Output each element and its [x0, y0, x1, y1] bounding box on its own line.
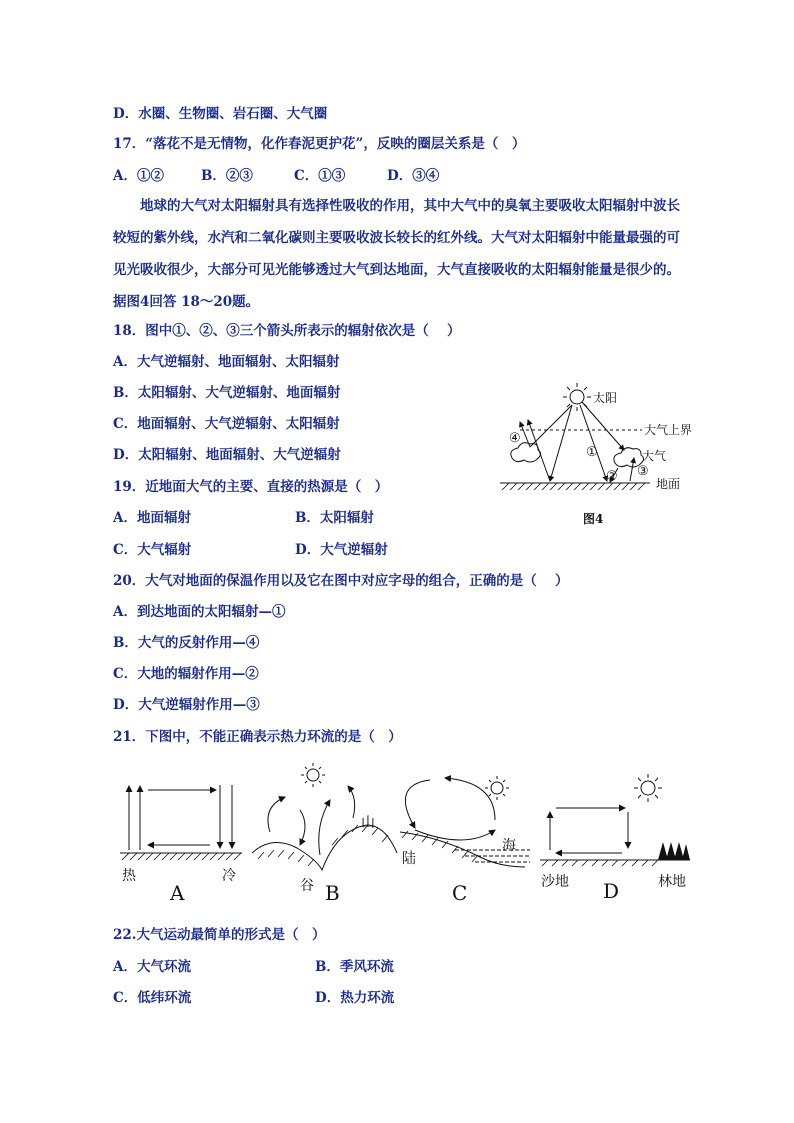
- figure-4-radiation-diagram: [490, 380, 710, 530]
- label-c: C: [452, 881, 468, 905]
- label-atmosphere-top: 大气上界: [644, 423, 693, 437]
- label-c-sea: 海: [502, 838, 516, 854]
- ground-reflection-arrow: [528, 420, 550, 481]
- ground-hatching: [502, 483, 645, 490]
- reading-passage: 地球的大气对太阳辐射具有选择性吸收的作用，其中大气中的臭氧主要吸收太阳辐射中波长较短的紫外线，水汽和二氧化碳则主要吸收波长较长的红外线。大气对太阳辐射中能量最强的可见光吸收很少，大部分可见光能够透过大气到达地面，大气直接吸收的太阳辐射能量是很少的。据图4回答 18～20题。: [113, 198, 680, 310]
- q18-option-d: D．太阳辐射、地面辐射、大气逆辐射: [113, 447, 341, 463]
- q19-option-d: D．大气逆辐射: [295, 542, 388, 558]
- q17-option-b: B．②③: [201, 168, 253, 184]
- q19-stem: 19．近地面大气的主要、直接的热源是（ ）: [113, 479, 389, 495]
- panel-a: [120, 785, 242, 860]
- sun-to-cloud-arrow: [582, 402, 624, 450]
- label-3: ③: [637, 464, 649, 479]
- q22-option-b: B．季风环流: [315, 959, 394, 975]
- tree-icons: [658, 842, 690, 860]
- label-b: B: [325, 881, 340, 905]
- label-b-valley: 谷: [300, 878, 314, 894]
- q20-option-b: B．大气的反射作用—④: [113, 635, 260, 651]
- label-d-forest: 林地: [658, 874, 686, 890]
- label-sun: 太阳: [593, 391, 618, 405]
- label-atmosphere: 大气: [642, 449, 667, 463]
- q22-option-a: A．大气环流: [113, 959, 191, 975]
- label-d-sand: 沙地: [541, 874, 569, 890]
- panel-b: [252, 763, 397, 870]
- q19-option-c: C．大气辐射: [113, 542, 192, 558]
- label-a-hot: 热: [122, 868, 136, 884]
- figure-4-caption: 图4: [583, 512, 604, 526]
- label-b-mountain: 山: [361, 815, 375, 831]
- q19-option-a: A．地面辐射: [113, 510, 191, 526]
- label-a-cold: 冷: [222, 868, 236, 884]
- label-c-land: 陆: [402, 851, 416, 867]
- label-4: ④: [509, 431, 521, 446]
- q20-option-d: D．大气逆辐射作用—③: [113, 697, 260, 713]
- q22-stem: 22.大气运动最简单的形式是（ ）: [113, 927, 326, 943]
- label-d: D: [603, 879, 620, 903]
- sun-icon: [301, 763, 325, 787]
- q17-option-c: C．①③: [294, 168, 346, 184]
- q17-option-d: D．③④: [387, 168, 440, 184]
- q18-option-b: B．太阳辐射、大气逆辐射、地面辐射: [113, 385, 341, 401]
- figure-21-thermal-circulation: [110, 760, 700, 910]
- q18-option-c: C．地面辐射、大气逆辐射、太阳辐射: [113, 416, 340, 432]
- q22-option-c: C．低纬环流: [113, 990, 192, 1006]
- q18-stem: 18．图中①、②、③三个箭头所表示的辐射依次是（ ）: [113, 323, 461, 339]
- label-2: ②: [606, 469, 618, 484]
- arrow-3: [630, 458, 634, 481]
- q18-option-a: A．大气逆辐射、地面辐射、太阳辐射: [113, 354, 340, 370]
- sun-icon: [634, 774, 662, 802]
- label-ground: 地面: [656, 477, 681, 491]
- label-a: A: [170, 881, 185, 905]
- label-1: ①: [586, 445, 598, 460]
- q17-option-a: A．①②: [113, 168, 164, 184]
- q21-stem: 21．下图中，不能正确表示热力环流的是（ ）: [113, 729, 402, 745]
- q20-option-a: A．到达地面的太阳辐射—①: [113, 604, 286, 620]
- q19-option-b: B．太阳辐射: [295, 510, 374, 526]
- panel-d: [540, 774, 690, 866]
- q20-stem: 20．大气对地面的保温作用以及它在图中对应字母的组合，正确的是（ ）: [113, 573, 569, 589]
- arrow-1: [580, 405, 607, 481]
- q20-option-c: C．大地的辐射作用—②: [113, 666, 259, 682]
- q22-option-d: D．热力环流: [315, 990, 395, 1006]
- q17-stem: 17．“落花不是无情物，化作春泥更护花”，反映的圈层关系是（ ）: [113, 136, 526, 152]
- q16-option-d: D．水圈、生物圈、岩石圈、大气圈: [113, 106, 328, 122]
